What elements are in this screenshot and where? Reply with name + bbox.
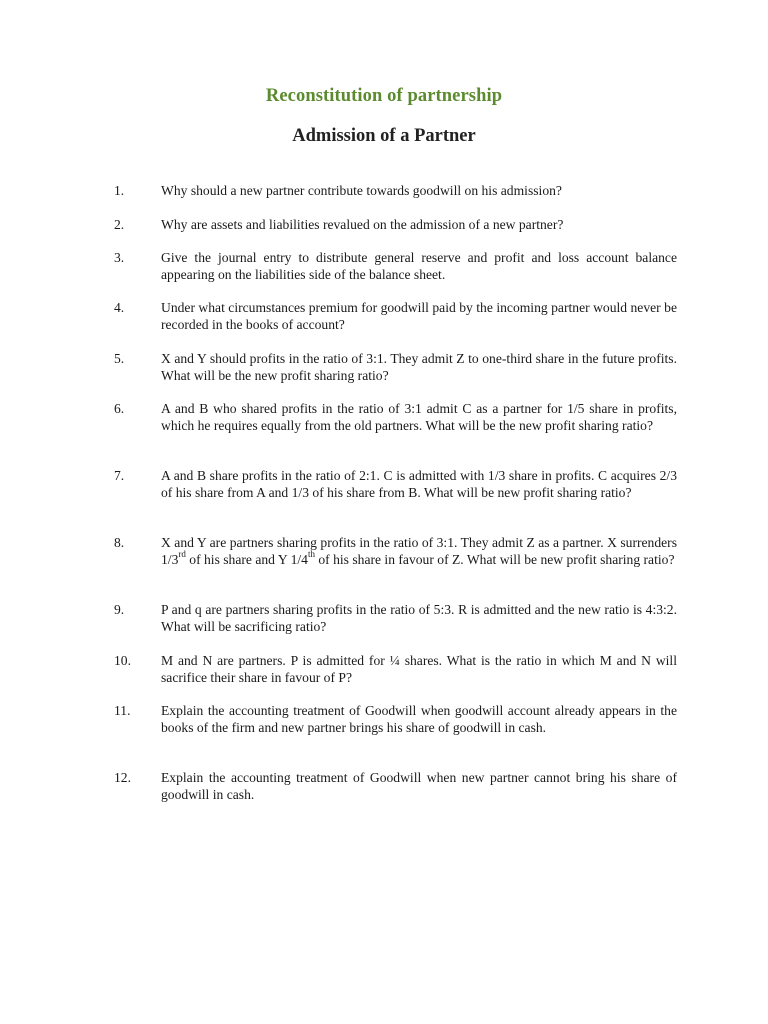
question-number: 8. <box>114 535 125 550</box>
question-text: Explain the accounting treatment of Goodwill when goodwill account already appears in the books of the firm and new partner brings his share of goodwill in cash. <box>161 703 677 735</box>
question-number: 5. <box>114 351 125 366</box>
question-number: 2. <box>114 217 125 232</box>
question-text-part: of his share in favour of Z. What will be new profit sharing ratio? <box>314 552 675 567</box>
question-text: Under what circumstances premium for goodwill paid by the incoming partner would never be recorded in the books of account? <box>161 300 677 332</box>
question-text: Why should a new partner contribute towards goodwill on his admission? <box>161 183 562 198</box>
question-text-part: of his share and Y 1/4 <box>185 552 308 567</box>
question-number: 12. <box>114 770 131 785</box>
question-number: 11. <box>114 703 131 718</box>
question-number: 1. <box>114 183 125 198</box>
question-text: M and N are partners. P is admitted for ¼ shares. What is the ratio in which M and N will sacrifice their share in favour of P? <box>161 653 677 685</box>
superscript: rd <box>178 549 186 560</box>
question-number: 6. <box>114 401 125 416</box>
document-title: Reconstitution of partnership <box>265 86 503 106</box>
question-number: 9. <box>114 602 125 617</box>
question-text: A and B share profits in the ratio of 2:1. C is admitted with 1/3 share in profits. C acquires 2/3 of his share from A and 1/3 of his share from B. What will be new profit sharing ratio? <box>161 468 677 500</box>
question-text-part: X and Y are partners sharing profits in the ratio of 3:1. They admit Z as a partner. X surrenders 1/3 <box>161 535 677 567</box>
question-number: 7. <box>114 468 125 483</box>
question-text <box>161 534 677 568</box>
question-text: Give the journal entry to distribute general reserve and profit and loss account balance appearing on the liabilities side of the balance sheet. <box>161 250 677 282</box>
question-text: Why are assets and liabilities revalued on the admission of a new partner? <box>161 217 564 232</box>
question-text: X and Y should profits in the ratio of 3:1. They admit Z to one-third share in the future profits. What will be the new profit sharing ratio? <box>161 351 677 383</box>
question-number: 3. <box>114 250 125 265</box>
question-number: 10. <box>114 653 131 668</box>
question-text: Explain the accounting treatment of Goodwill when new partner cannot bring his share of goodwill in cash. <box>161 770 677 802</box>
question-number: 4. <box>114 300 125 315</box>
document-subtitle: Admission of a Partner <box>292 126 476 146</box>
superscript: th <box>307 549 315 560</box>
question-text: A and B who shared profits in the ratio of 3:1 admit C as a partner for 1/5 share in profits, which he requires equally from the old partners. What will be the new profit sharing ratio? <box>161 401 677 433</box>
question-text: P and q are partners sharing profits in the ratio of 5:3. R is admitted and the new ratio is 4:3:2. What will be sacrificing ratio? <box>161 602 677 634</box>
